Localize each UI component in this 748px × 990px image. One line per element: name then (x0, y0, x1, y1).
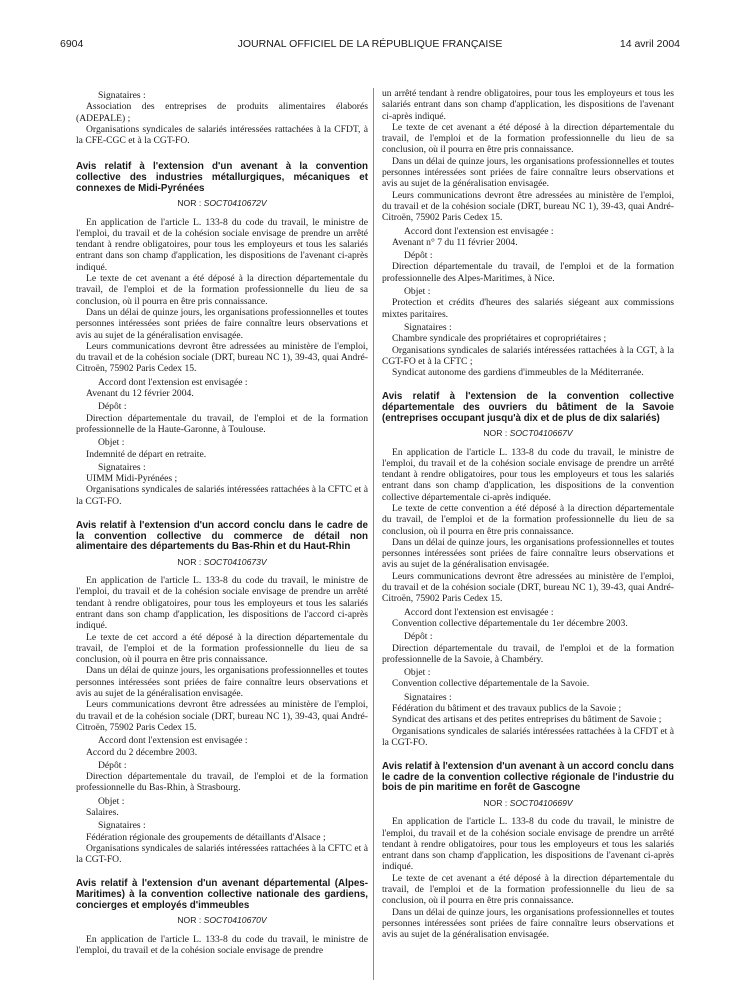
notice-alpes-maritimes-continued (382, 88, 674, 378)
column-divider (373, 88, 374, 980)
signatory: Organisations syndicales de salariés intéressées rattachées à la CFDT, à la CFE-CGC et à la CGT-FO. (76, 123, 368, 147)
objet-label: Objet : (404, 667, 431, 679)
accord-value: Avenant du 12 février 2004. (86, 388, 194, 400)
objet-value: Salaires. (86, 807, 119, 818)
objet-value: Indemnité de départ en retraite. (86, 448, 207, 460)
objet-value: Convention collective départementale de la Savoie. (392, 678, 590, 690)
depot-value: Direction départementale du travail, de l'emploi et de la formation professionnelle de la Haute-Garonne, à Toulouse. (76, 412, 368, 435)
signataires-label: Signataires : (98, 820, 146, 832)
notice-title: Avis relatif à l'extension d'un accord conclu dans le cadre de la convention collective du commerce de détail non alimentaire des départements du Bas-Rhin et du Haut-Rhin (76, 519, 368, 553)
signatory: Chambre syndicale des propriétaires et copropriétaires ; (392, 333, 607, 345)
depot-label: Dépôt : (404, 250, 433, 262)
notice-paragraph: Leurs communications devront être adressées au ministère de l'emploi, du travail et de la cohésion sociale (DRT, bureau NC 1), 39-43, quai André-Citroën, 75902 Paris Cedex 15. (76, 699, 368, 733)
depot-label: Dépôt : (404, 631, 433, 643)
accord-value: Avenant n° 7 du 11 février 2004. (392, 236, 518, 248)
notice-paragraph: Le texte de cet avenant a été déposé à la direction départementale du travail, de l'emploi et de la formation professionnelle du lieu de sa conclusion, où il pourra en être pris connaissance. (76, 273, 368, 307)
notice-paragraph: Le texte de cet avenant a été déposé à la direction départementale du travail, de l'emploi et de la formation professionnelle du lieu de sa conclusion, où il pourra en être pris connaissance. (382, 872, 674, 907)
notice-paragraph: Dans un délai de quinze jours, les organisations professionnelles et toutes personnes intéressées sont priées de faire connaître leurs observations et avis au sujet de la généralisation envisagée. (76, 665, 368, 700)
signatory: Fédération du bâtiment et des travaux publics de la Savoie ; (392, 703, 622, 715)
notice-alpes-maritimes (76, 879, 368, 956)
accord-label: Accord dont l'extension est envisagée : (98, 735, 248, 747)
notice-title: Avis relatif à l'extension d'un avenant à un accord conclu dans le cadre de la convention collective régionale de l'industrie du bois de pin maritime en forêt de Gascogne (382, 761, 674, 794)
signatory: Organisations syndicales de salariés intéressées rattachées à la CGT, à la CGT-FO et à la CFTC ; (382, 344, 674, 367)
notice-paragraph: Le texte de cette convention a été déposé à la direction départementale du travail, de l'emploi et de la formation professionnelle du lieu de sa conclusion, où il pourra en être pris connaissance. (382, 502, 674, 537)
left-column (76, 88, 368, 980)
journal-title: JOURNAL OFFICIEL DE LA RÉPUBLIQUE FRANÇAISE (237, 38, 503, 50)
notice-paragraph: Dans un délai de quinze jours, les organisations professionnelles et toutes personnes intéressées sont priées de faire connaître leurs observations et avis au sujet de la généralisation envisagée. (382, 906, 674, 941)
objet-label: Objet : (98, 437, 125, 449)
notice-title: Avis relatif à l'extension de la convention collective départementale des ouvriers du bâtiment de la Savoie (entreprises occupant jusqu'à dix et de plus de dix salariés) (382, 391, 674, 424)
signatory: Fédération régionale des groupements de détaillants d'Alsace ; (86, 831, 326, 843)
notice-paragraph: Dans un délai de quinze jours, les organisations professionnelles et toutes personnes intéressées sont priées de faire connaître leurs observations et avis au sujet de la généralisation envisagée. (382, 536, 674, 571)
objet-label: Objet : (98, 795, 125, 807)
notice-paragraph: Le texte de cet accord a été déposé à la direction départementale du travail, de l'emploi et de la formation professionnelle du lieu de sa conclusion, où il pourra en être pris connaissance. (76, 631, 368, 666)
notice-paragraph: Le texte de cet avenant a été déposé à la direction départementale du travail, de l'emploi et de la formation professionnelle du lieu de sa conclusion, où il pourra en être pris connaissance. (382, 121, 674, 156)
signatory: Organisations syndicales de salariés intéressées rattachées à la CFDT et à la CGT-FO. (382, 725, 674, 748)
page-header (60, 38, 680, 52)
nor-reference: NOR : SOCT0410672V (177, 198, 267, 209)
accord-label: Accord dont l'extension est envisagée : (98, 376, 248, 388)
nor-code: SOCT0410673V (203, 556, 267, 567)
nor-code: SOCT0410672V (203, 198, 267, 209)
depot-value: Direction départementale du travail, de l'emploi et de la formation professionnelle de la Savoie, à Chambéry. (382, 642, 674, 665)
accord-value: Accord du 2 décembre 2003. (86, 746, 198, 758)
nor-code: SOCT0410669V (509, 798, 573, 808)
nor-code: SOCT0410670V (203, 915, 267, 926)
nor-code: SOCT0410667V (509, 428, 573, 439)
nor-reference: NOR : SOCT0410667V (483, 428, 573, 439)
accord-value: Convention collective départementale du 1er décembre 2003. (392, 617, 628, 629)
notice-paragraph: Dans un délai de quinze jours, les organisations professionnelles et toutes personnes intéressées sont priées de faire connaître leurs observations et avis au sujet de la généralisation envisagée. (382, 155, 674, 190)
signataires-label: Signataires : (98, 90, 146, 101)
right-column (382, 88, 674, 980)
depot-value: Direction départementale du travail, de l'emploi et de la formation professionnelle du Bas-Rhin, à Strasbourg. (76, 771, 368, 794)
notice-savoie (382, 392, 674, 748)
notice-paragraph: En application de l'article L. 133-8 du code du travail, le ministre de l'emploi, du travail et de la cohésion sociale envisage de prendre un arrêté tendant à rendre obligatoires, pour tous les employeurs et tous les salariés entrant dans son champ d'application, les dispositions de l'avenant ci-après indiqué. (76, 216, 368, 273)
signataires-label: Signataires : (404, 321, 452, 333)
intro-signatories (76, 90, 368, 146)
notice-bas-rhin (76, 521, 368, 866)
depot-label: Dépôt : (98, 401, 127, 413)
notice-paragraph: En application de l'article L. 133-8 du code du travail, le ministre de l'emploi, du travail et de la cohésion sociale envisage de prendre un arrêté tendant à rendre obligatoires, pour tous les employeurs et tous les salariés entrant dans son champ d'application, les dispositions de l'accord ci-après indiqué. (76, 575, 368, 632)
objet-value: Protection et crédits d'heures des salariés siégeant aux commissions mixtes paritaires. (382, 297, 674, 320)
page-number: 6904 (60, 38, 84, 50)
notice-title: Avis relatif à l'extension d'un avenant à la convention collective des industries métallurgiques, mécaniques et connexes de Midi-Pyrénées (76, 161, 368, 194)
notice-midi-pyrenees (76, 162, 368, 507)
notice-paragraph: En application de l'article L. 133-8 du code du travail, le ministre de l'emploi, du travail et de la cohésion sociale envisage de prendre (76, 933, 368, 956)
signatory: Organisations syndicales de salariés intéressées rattachées à la CFTC et à la CGT-FO. (76, 842, 368, 866)
accord-label: Accord dont l'extension est envisagée : (404, 225, 554, 237)
depot-value: Direction départementale du travail, de l'emploi et de la formation professionnelle des Alpes-Maritimes, à Nice. (382, 261, 674, 284)
notice-paragraph: En application de l'article L. 133-8 du code du travail, le ministre de l'emploi, du travail et de la cohésion sociale envisage de prendre un arrêté tendant à rendre obligatoires, pour tous les employeurs et tous les salariés entrant dans son champ d'application, les dispositions de la convention collective départementale ci-après indiquée. (382, 446, 674, 503)
notice-paragraph: Leurs communications devront être adressées au ministère de l'emploi, du travail et de la cohésion sociale (DRT, bureau NC 1), 39-43, quai André-Citroën, 75902 Paris Cedex 15. (382, 189, 674, 224)
notice-paragraph: Leurs communications devront être adressées au ministère de l'emploi, du travail et de la cohésion sociale (DRT, bureau NC 1), 39-43, quai André-Citroën, 75902 Paris Cedex 15. (76, 340, 368, 375)
notice-paragraph: un arrêté tendant à rendre obligatoires, pour tous les employeurs et tous les salariés entrant dans son champ d'application, les dispositions de l'avenant ci-après indiqué. (382, 88, 674, 122)
signataires-label: Signataires : (98, 461, 146, 473)
signatory: Syndicat autonome des gardiens d'immeubles de la Méditerranée. (392, 367, 644, 379)
notice-title: Avis relatif à l'extension d'un avenant départemental (Alpes-Maritimes) à la convention collective nationale des gardiens, concierges et employés d'immeubles (76, 878, 368, 911)
notice-gascogne (382, 762, 674, 940)
notice-paragraph: Dans un délai de quinze jours, les organisations professionnelles et toutes personnes intéressées sont priées de faire connaître leurs observations et avis au sujet de la généralisation envisagée. (76, 306, 368, 341)
signatory: Organisations syndicales de salariés intéressées rattachées à la CFTC et à la CGT-FO. (76, 484, 368, 507)
signatory: Association des entreprises de produits alimentaires élaborés (ADEPALE) ; (76, 101, 368, 124)
objet-label: Objet : (404, 286, 431, 298)
signatory: UIMM Midi-Pyrénées ; (86, 473, 178, 485)
nor-reference: NOR : SOCT0410673V (177, 556, 267, 567)
notice-paragraph: En application de l'article L. 133-8 du code du travail, le ministre de l'emploi, du travail et de la cohésion sociale envisage de prendre un arrêté tendant à rendre obligatoires, pour tous les employeurs et tous les salariés entrant dans son champ d'application, les dispositions de l'avenant ci-après indiqué. (382, 816, 674, 873)
depot-label: Dépôt : (98, 759, 127, 771)
signataires-label: Signataires : (404, 691, 452, 703)
nor-reference: NOR : SOCT0410670V (177, 915, 267, 926)
nor-reference: NOR : SOCT0410669V (483, 798, 573, 808)
signatory: Syndicat des artisans et des petites entreprises du bâtiment de Savoie ; (392, 714, 662, 726)
notice-paragraph: Leurs communications devront être adressées au ministère de l'emploi, du travail et de la cohésion sociale (DRT, bureau NC 1), 39-43, quai André-Citroën, 75902 Paris Cedex 15. (382, 570, 674, 605)
accord-label: Accord dont l'extension est envisagée : (404, 606, 554, 618)
issue-date: 14 avril 2004 (619, 38, 680, 50)
